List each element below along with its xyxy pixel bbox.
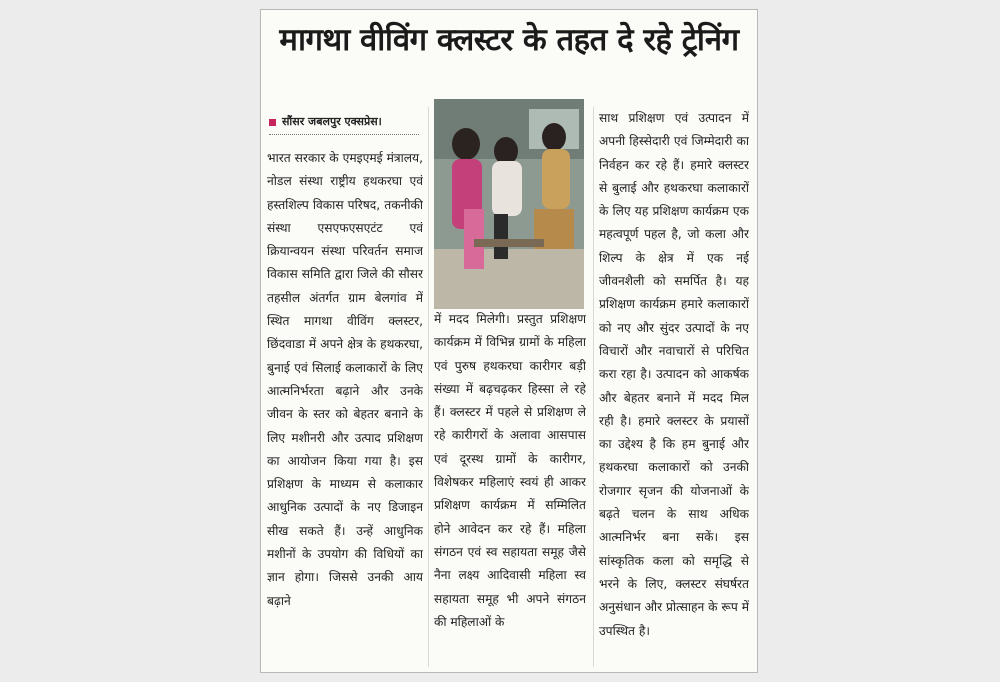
- byline: [269, 114, 419, 129]
- photo-icon: [434, 99, 584, 309]
- training-photo: [434, 99, 584, 309]
- column-2-text: में मदद मिलेगी। प्रस्तुत प्रशिक्षण कार्यक्रम में विभिन्न ग्रामों के महिला एवं पुरुष हथकरघा कारीगर बड़ी संख्या में बढ़चढ़कर हिस्सा ले रहे हैं। क्लस्टर में पहले से प्रशिक्षण ले रहे कारीगरों के अलावा आसपास एवं दूरस्थ ग्रामों के कारीगर, विशेषकर महिलाएं स्वयं ही आकर प्रशिक्षण कार्यक्रम में सम्मिलित होने आवेदन कर रहे हैं। महिला संगठन एवं स्व सहायता समूह जैसे नैना लक्ष्य आदिवासी महिला स्व सहायता समूह भी अपने संगठन की महिलाओं के: [434, 312, 586, 629]
- article-column-3: [599, 107, 749, 672]
- bullet-icon: [269, 119, 276, 126]
- article-column-1: [267, 147, 423, 672]
- column-3-text: साथ प्रशिक्षण एवं उत्पादन में अपनी हिस्सेदारी एवं जिम्मेदारी का निर्वहन कर रहे हैं। हमारे क्लस्टर से बुलाई और हथकरघा कलाकारों के लिए यह प्रशिक्षण कार्यक्रम एक महत्वपूर्ण पहल है, जो कला और शिल्प के क्षेत्र में एक नई जीवनशैली को समर्पित है। यह प्रशिक्षण कार्यक्रम हमारे कलाकारों को नए और सुंदर उत्पादों के नए विचारों और नवाचारों से परिचित करा रहा है। उत्पादन को आकर्षक और बेहतर बनाने में मदद मिल रही है। हमारे क्लस्टर के प्रयासों का उद्देश्य है कि हम बुनाई और हथकरघा कलाकारों को उनकी रोजगार सृजन की योजनाओं के बढ़ते चलन के साथ अधिक आत्मनिर्भर बना सकें। इस सांस्कृतिक कला को समृद्धि से भरने के लिए, क्लस्टर संघर्षरत अनुसंधान और प्रोत्साहन के रूप में उपस्थित है।: [599, 111, 749, 638]
- headline: मागथा वीविंग क्लस्टर के तहत दे रहे ट्रेनिंग: [279, 22, 739, 58]
- column-1-text: भारत सरकार के एमइएमई मंत्रालय, नोडल संस्था राष्ट्रीय हथकरघा एवं हस्तशिल्प विकास परिषद, तकनीकी संस्था एसएफएसएटंट एवं क्रियान्वयन संस्था परिवर्तन समाज विकास समिति द्वारा जिले की सौसर तहसील अंतर्गत ग्राम बेलगांव में स्थित मागथा वीविंग क्लस्टर, छिंदवाडा में अपने क्षेत्र के हथकरघा, बुनाई एवं सिलाई कलाकारों के लिए आत्मनिर्भरता बढ़ाने और उनके जीवन के स्तर को बेहतर बनाने के लिए मशीनरी और उत्पाद प्रशिक्षण का आयोजन किया गया है। इस प्रशिक्षण के माध्यम से कलाकार आधुनिक उत्पादों के नए डिजाइन सीख सकते हैं। उन्हें आधुनिक मशीनों के उपयोग की विधियों का ज्ञान होगा। जिससे उनकी आय बढ़ाने: [267, 151, 423, 608]
- column-divider: [428, 107, 429, 667]
- byline-text: सौंसर जबलपुर एक्सप्रेस।: [282, 115, 382, 128]
- byline-divider: [269, 134, 419, 135]
- newspaper-clipping: [260, 9, 758, 673]
- article-column-2: [434, 308, 586, 672]
- column-divider: [593, 107, 594, 667]
